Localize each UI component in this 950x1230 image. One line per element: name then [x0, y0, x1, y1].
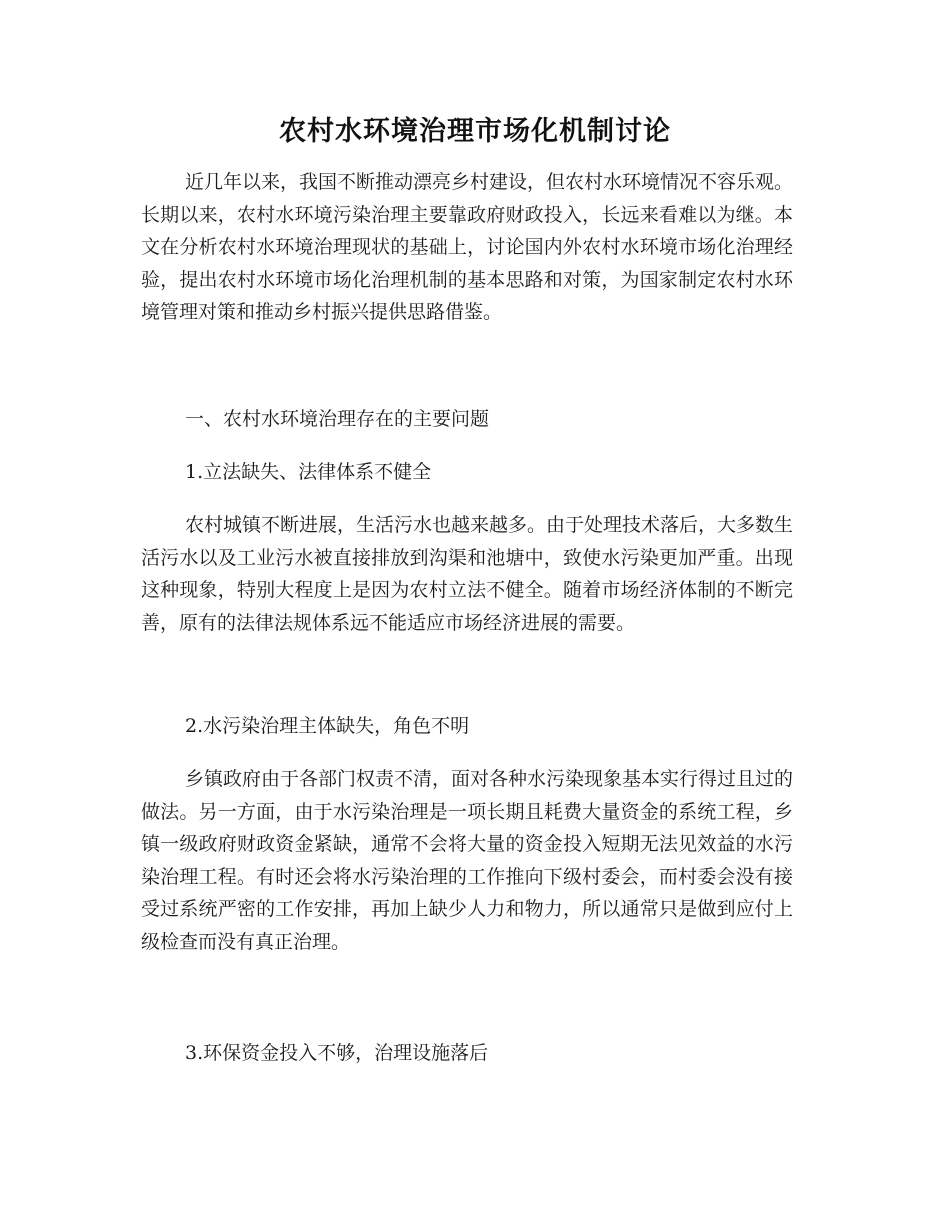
- subsection-heading-1: 1.立法缺失、法律体系不健全: [185, 461, 432, 483]
- document-title: 农村水环境治理市场化机制讨论: [279, 116, 671, 147]
- subsection-body-1: 农村城镇不断进展，生活污水也越来越多。由于处理技术落后，大多数生活污水以及工业污水被直接排放到沟渠和池塘中，致使水污染更加严重。出现这种现象，特别大程度上是因为农村立法不健全。随着市场经济体制的不断完善，原有的法律法规体系远不能适应市场经济进展的需要。: [141, 514, 794, 634]
- subsection-body-2: 乡镇政府由于各部门权责不清，面对各种水污染现象基本实行得过且过的做法。另一方面，由于水污染治理是一项长期且耗费大量资金的系统工程，乡镇一级政府财政资金紧缺，通常不会将大量的资金投入短期无法见效益的水污染治理工程。有时还会将水污染治理的工作推向下级村委会，而村委会没有接受过系统严密的工作安排，再加上缺少人力和物力，所以通常只是做到应付上级检查而没有真正治理。: [141, 768, 794, 953]
- subsection-heading-3: 3.环保资金投入不够，治理设施落后: [185, 1042, 489, 1064]
- subsection-heading-2: 2.水污染治理主体缺失，角色不明: [185, 715, 470, 737]
- section-heading-1: 一、农村水环境治理存在的主要问题: [185, 408, 490, 430]
- intro-paragraph: 近几年以来，我国不断推动漂亮乡村建设，但农村水环境情况不容乐观。长期以来，农村水环境污染治理主要靠政府财政投入，长远来看难以为继。本文在分析农村水环境治理现状的基础上，讨论国内外农村水环境市场化治理经验，提出农村水环境市场化治理机制的基本思路和对策，为国家制定农村水环境管理对策和推动乡村振兴提供思路借鉴。: [141, 171, 794, 323]
